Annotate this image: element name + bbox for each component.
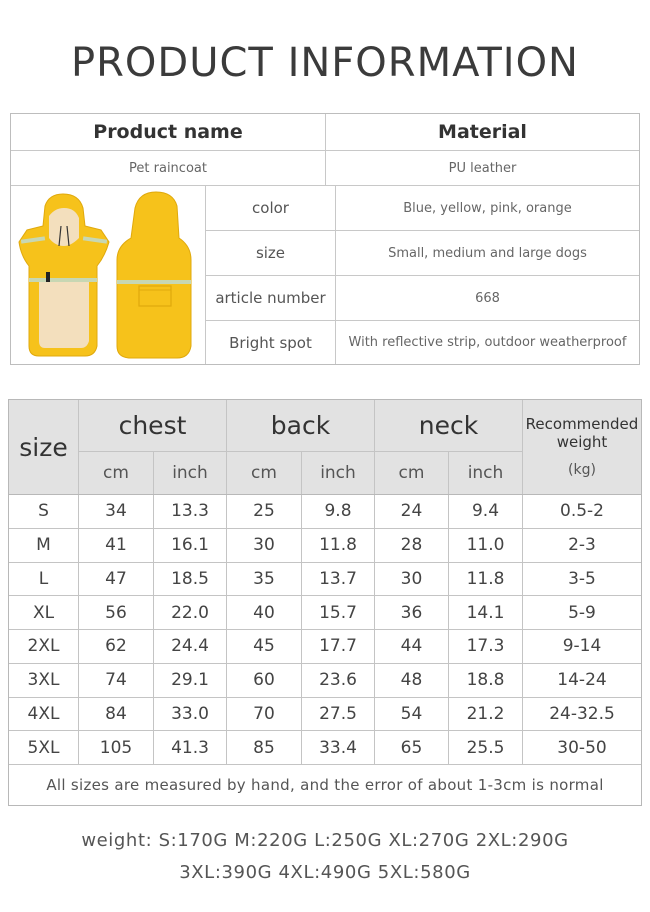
unit-back-cm: cm bbox=[251, 463, 277, 483]
size-chart-table bbox=[8, 399, 642, 806]
measurement-cell: 65 bbox=[400, 737, 423, 758]
measurement-cell: 9.8 bbox=[324, 501, 352, 522]
weight-cell: 14-24 bbox=[557, 670, 607, 691]
material-value: PU leather bbox=[448, 160, 517, 176]
unit-neck-inch: inch bbox=[467, 463, 504, 483]
size-cell: 4XL bbox=[27, 703, 60, 724]
measurement-cell: 9.4 bbox=[471, 501, 500, 522]
measurement-cell: 17.3 bbox=[466, 636, 505, 657]
row-value-article-number: 668 bbox=[475, 290, 500, 306]
measurement-cell: 30 bbox=[400, 568, 423, 589]
rec-line-1: Recommended bbox=[525, 415, 639, 433]
unit-chest-cm: cm bbox=[103, 463, 129, 483]
measurement-cell: 21.2 bbox=[466, 703, 505, 724]
rec-line-3: (kg) bbox=[568, 462, 596, 478]
weight-cell: 2-3 bbox=[568, 535, 596, 556]
weight-cell: 3-5 bbox=[568, 568, 596, 589]
measurement-cell: 85 bbox=[253, 737, 275, 758]
weights-line-2: 3XL:390G 4XL:490G 5XL:580G bbox=[179, 862, 471, 883]
measurement-cell: 54 bbox=[400, 703, 423, 724]
measurement-cell: 13.7 bbox=[319, 568, 357, 589]
measurement-cell: 44 bbox=[400, 636, 423, 657]
header-size: size bbox=[19, 432, 68, 462]
measurement-cell: 41.3 bbox=[171, 737, 209, 758]
header-product-name: Product name bbox=[93, 121, 243, 143]
measurement-cell: 48 bbox=[400, 670, 423, 691]
measurement-cell: 47 bbox=[105, 568, 127, 589]
weights-line-1: weight: S:170G M:220G L:250G XL:270G 2XL:290G bbox=[81, 830, 569, 851]
measurement-note: All sizes are measured by hand, and the error of about 1-3cm is normal bbox=[46, 776, 604, 794]
unit-back-inch: inch bbox=[320, 463, 356, 483]
header-recommended-weight bbox=[523, 400, 641, 494]
size-cell: L bbox=[38, 568, 49, 589]
measurement-cell: 22.0 bbox=[171, 602, 209, 623]
measurement-cell: 36 bbox=[400, 602, 423, 623]
size-cell: XL bbox=[32, 602, 55, 623]
measurement-cell: 24.4 bbox=[171, 636, 209, 657]
unit-chest-inch: inch bbox=[172, 463, 208, 483]
header-chest: chest bbox=[118, 411, 187, 440]
measurement-cell: 41 bbox=[105, 535, 127, 556]
measurement-cell: 18.5 bbox=[171, 568, 209, 589]
measurement-cell: 62 bbox=[105, 636, 127, 657]
measurement-cell: 33.4 bbox=[319, 737, 357, 758]
size-cell: M bbox=[36, 535, 51, 556]
measurement-cell: 24 bbox=[400, 501, 423, 522]
product-name-value: Pet raincoat bbox=[129, 160, 207, 176]
raincoat-back bbox=[117, 192, 191, 358]
measurement-cell: 17.7 bbox=[319, 636, 357, 657]
size-cell: 2XL bbox=[27, 636, 60, 657]
measurement-cell: 40 bbox=[253, 602, 275, 623]
weight-cell: 9-14 bbox=[562, 636, 602, 657]
measurement-cell: 11.8 bbox=[319, 535, 357, 556]
measurement-cell: 28 bbox=[400, 535, 423, 556]
rec-line-2: weight bbox=[556, 433, 608, 451]
weight-cell: 24-32.5 bbox=[549, 703, 615, 724]
measurement-cell: 11.8 bbox=[466, 568, 505, 589]
weight-cell: 0.5-2 bbox=[560, 501, 604, 522]
row-label-color: color bbox=[252, 199, 289, 217]
measurement-cell: 84 bbox=[105, 703, 127, 724]
measurement-cell: 18.8 bbox=[466, 670, 505, 691]
measurement-cell: 70 bbox=[253, 703, 275, 724]
row-label-bright-spot: Bright spot bbox=[229, 333, 312, 352]
header-back: back bbox=[270, 411, 331, 440]
row-label-size: size bbox=[255, 244, 286, 262]
measurement-cell: 74 bbox=[105, 670, 127, 691]
product-image bbox=[11, 186, 205, 364]
row-value-bright-spot: With reflective strip, outdoor weatherproof bbox=[348, 335, 627, 350]
measurement-cell: 14.1 bbox=[466, 602, 505, 623]
header-material: Material bbox=[438, 121, 527, 143]
measurement-cell: 30 bbox=[253, 535, 275, 556]
measurement-cell: 25.5 bbox=[466, 737, 505, 758]
header-neck: neck bbox=[418, 411, 479, 440]
measurement-cell: 34 bbox=[105, 501, 127, 522]
measurement-cell: 35 bbox=[253, 568, 275, 589]
size-cell: S bbox=[38, 501, 49, 522]
measurement-cell: 13.3 bbox=[171, 501, 209, 522]
measurement-cell: 29.1 bbox=[171, 670, 209, 691]
measurement-cell: 23.6 bbox=[319, 670, 357, 691]
measurement-cell: 60 bbox=[253, 670, 275, 691]
page-title: PRODUCT INFORMATION bbox=[71, 40, 579, 86]
row-value-size: Small, medium and large dogs bbox=[388, 245, 587, 261]
measurement-cell: 16.1 bbox=[171, 535, 209, 556]
measurement-cell: 45 bbox=[253, 636, 275, 657]
size-cell: 3XL bbox=[27, 670, 60, 691]
weight-cell: 5-9 bbox=[568, 602, 596, 623]
row-label-article-number: article number bbox=[215, 289, 326, 307]
measurement-cell: 25 bbox=[253, 501, 275, 522]
measurement-cell: 33.0 bbox=[171, 703, 209, 724]
product-info-table bbox=[10, 113, 640, 365]
row-value-color: Blue, yellow, pink, orange bbox=[403, 200, 572, 216]
unit-neck-cm: cm bbox=[398, 463, 425, 483]
weight-cell: 30-50 bbox=[557, 737, 607, 758]
raincoat-front bbox=[19, 194, 109, 356]
measurement-cell: 105 bbox=[99, 737, 133, 758]
measurement-cell: 56 bbox=[105, 602, 127, 623]
size-cell: 5XL bbox=[27, 737, 60, 758]
measurement-cell: 27.5 bbox=[319, 703, 357, 724]
measurement-cell: 11.0 bbox=[466, 535, 505, 556]
measurement-cell: 15.7 bbox=[319, 602, 357, 623]
